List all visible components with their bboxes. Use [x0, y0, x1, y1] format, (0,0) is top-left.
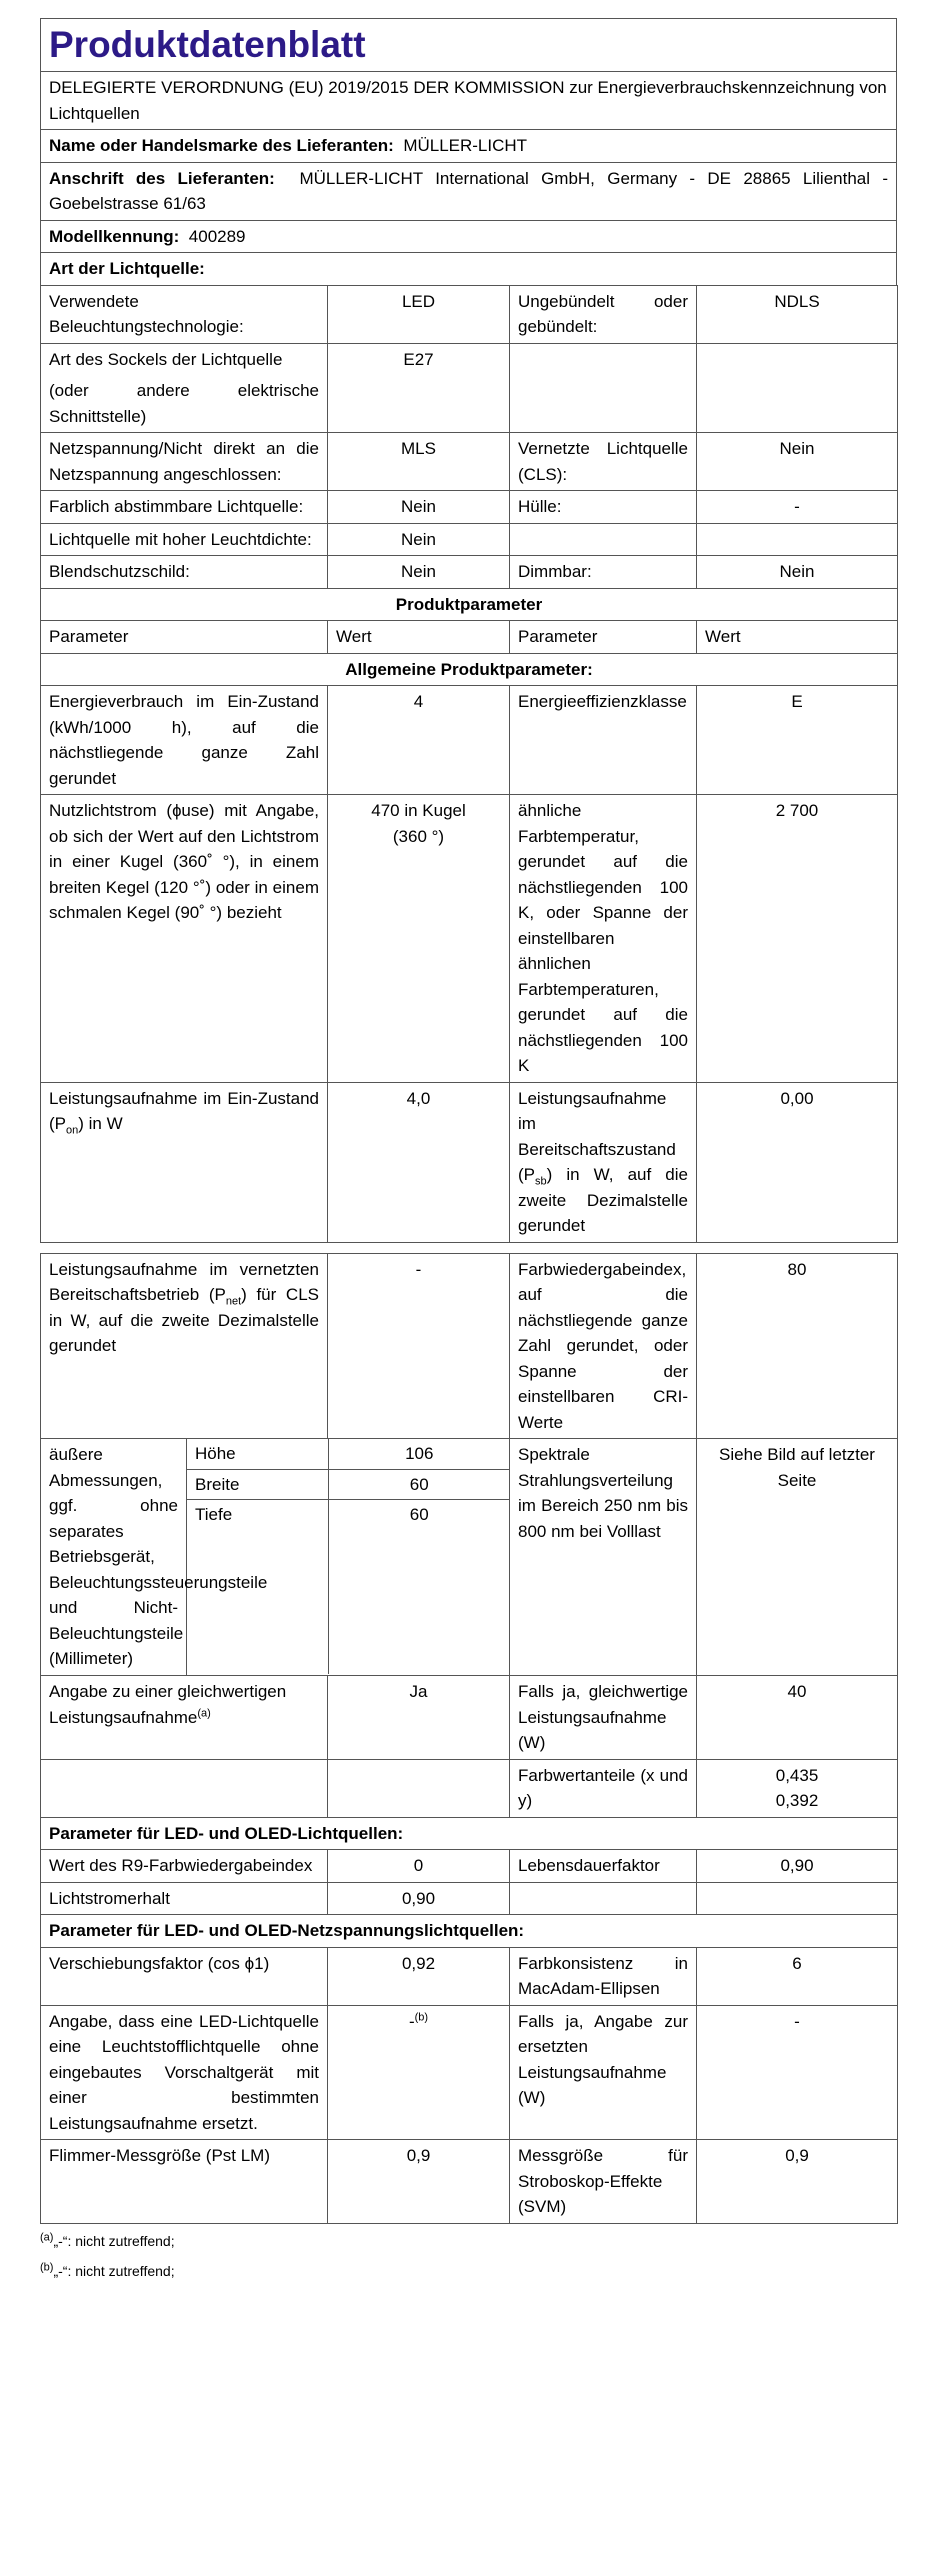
- table-row: [41, 523, 898, 556]
- height-value: 106: [328, 1439, 510, 1469]
- supplier-row: [41, 130, 897, 163]
- col-param-1: Parameter: [41, 621, 328, 654]
- color-tunable-label: Farblich abstimmbare Lichtquelle:: [41, 491, 328, 524]
- cct-value: 2 700: [697, 795, 898, 1083]
- equiv-label-text: Angabe zu einer gleichwertigen Leistungsaufnahme: [49, 1682, 287, 1727]
- socket-label-line2: (oder andere elektrische Schnittstelle): [49, 381, 319, 426]
- equiv-footnote-mark: (a): [197, 1706, 211, 1719]
- survival-label: Lebensdauerfaktor: [510, 1850, 697, 1883]
- replace-power-label: Falls ja, Angabe zur ersetzten Leistungsaufnahme (W): [510, 2005, 697, 2140]
- table-row: [41, 1882, 898, 1915]
- dims-values: [187, 1439, 510, 1676]
- table-row: [41, 343, 898, 433]
- svm-label: Messgröße für Stroboskop-Effekte (SVM): [510, 2140, 697, 2224]
- pnet-subscript: net: [225, 1295, 242, 1308]
- chroma-label: Farbwertanteile (x und y): [510, 1759, 697, 1817]
- pon-subscript: on: [66, 1124, 79, 1137]
- mains-value: MLS: [328, 433, 510, 491]
- table-row: [41, 686, 898, 795]
- psb-label-text: Leistungsaufnahme im Bereitschaftszustand (P: [518, 1088, 676, 1184]
- cri-value: 80: [697, 1253, 898, 1439]
- equiv-power-value: 40: [697, 1676, 898, 1760]
- footnote-a: [40, 2230, 897, 2252]
- table-row: [41, 1947, 898, 2005]
- survival-value: 0,90: [697, 1850, 898, 1883]
- mains-params-heading: Parameter für LED- und OLED-Netzspannungslichtquellen:: [41, 1915, 898, 1948]
- psb-label-unit: ) in W, auf die zweite Dezimalstelle gerundet: [518, 1165, 688, 1235]
- col-value-1: Wert: [328, 621, 510, 654]
- psb-label: [510, 1082, 697, 1242]
- empty-cell: [697, 523, 898, 556]
- cct-label: ähnliche Farbtemperatur, gerundet auf die nächstliegenden 100 K, oder Spanne der einstellbaren ähnlichen Farbtemperaturen, gerundet auf die nächstliegenden 100 K: [510, 795, 697, 1083]
- lumen-maint-value: 0,90: [328, 1882, 510, 1915]
- footnote-b: [40, 2260, 897, 2282]
- address-value: MÜLLER-LICHT International GmbH, Germany - DE 28865 Lilienthal - Goebelstrasse 61/63: [49, 168, 888, 213]
- replace-power-value: -: [697, 2005, 898, 2140]
- cls-value: Nein: [697, 433, 898, 491]
- r9-value: 0: [328, 1850, 510, 1883]
- energy-value: 4: [328, 686, 510, 795]
- equiv-label: [41, 1676, 328, 1760]
- svm-value: 0,9: [697, 2140, 898, 2224]
- footnote-a-text: „-“: nicht zutreffend;: [53, 2232, 175, 2249]
- bundled-value: NDLS: [697, 285, 898, 343]
- chroma-y: 0,392: [775, 1791, 819, 1810]
- chroma-value: [697, 1759, 898, 1817]
- table-row: [41, 556, 898, 589]
- socket-label-line1: Art des Sockels der Lichtquelle: [49, 349, 283, 369]
- pnet-label-text: Leistungsaufnahme im vernetzten Bereitschaftsbetrieb (P: [49, 1259, 320, 1304]
- depth-value: 60: [409, 1505, 429, 1524]
- consistency-value: 6: [697, 1947, 898, 2005]
- table-row: [41, 285, 898, 343]
- table-row: [41, 1082, 898, 1242]
- psb-subscript: sb: [535, 1175, 547, 1188]
- flux-value-line2: (360 °): [392, 826, 445, 846]
- regulation-text: DELEGIERTE VERORDNUNG (EU) 2019/2015 DER KOMMISSION zur Energieverbrauchskennzeichnung von Lichtquellen: [41, 72, 897, 130]
- table-row: [41, 1850, 898, 1883]
- dimmable-label: Dimmbar:: [510, 556, 697, 589]
- footnote-b-text: „-“: nicht zutreffend;: [53, 2262, 175, 2279]
- col-value-2: Wert: [697, 621, 898, 654]
- energy-label: Energieverbrauch im Ein-Zustand (kWh/1000 h), auf die nächstliegende ganze Zahl gerundet: [41, 686, 328, 795]
- params-table-2: [40, 1253, 898, 2224]
- empty-cell: [697, 343, 898, 433]
- mains-label: Netzspannung/Nicht direkt an die Netzspannung angeschlossen:: [41, 433, 328, 491]
- datasheet: [40, 18, 897, 2282]
- envelope-label: Hülle:: [510, 491, 697, 524]
- replace-label: Angabe, dass eine LED-Lichtquelle eine Leuchtstofflichtquelle ohne eingebautes Vorschaltgerät mit einer bestimmten Leistungsaufnahme ersetzt.: [41, 2005, 328, 2140]
- replace-value-text: -: [408, 2011, 415, 2031]
- supplier-value: MÜLLER-LICHT: [403, 136, 528, 155]
- params-table-1: [40, 285, 898, 1243]
- table-row: [41, 2005, 898, 2140]
- empty-cell: [510, 1882, 697, 1915]
- table-row: [41, 1676, 898, 1760]
- table-row: [41, 1253, 898, 1439]
- equiv-value: Ja: [328, 1676, 510, 1760]
- high-luminance-label: Lichtquelle mit hoher Leuchtdichte:: [41, 523, 328, 556]
- flux-value-line1: 470 in Kugel: [371, 801, 466, 820]
- model-row: [41, 220, 897, 253]
- pnet-label-unit: ) für CLS in W, auf die zweite Dezimalstelle gerundet: [49, 1285, 320, 1355]
- socket-label: [41, 343, 328, 433]
- header-table: [40, 18, 897, 286]
- pon-label: [41, 1082, 328, 1242]
- table-row: [41, 2140, 898, 2224]
- lumen-maint-label: Lichtstromerhalt: [41, 1882, 328, 1915]
- class-value: E: [697, 686, 898, 795]
- table-row: [41, 795, 898, 1083]
- empty-cell: [41, 1759, 328, 1817]
- glare-value: Nein: [328, 556, 510, 589]
- product-params-heading: Produktparameter: [41, 588, 898, 621]
- technology-value: LED: [328, 285, 510, 343]
- flicker-value: 0,9: [328, 2140, 510, 2224]
- light-source-type-heading: Art der Lichtquelle:: [41, 253, 897, 286]
- height-label: Höhe: [187, 1439, 328, 1469]
- spd-value: Siehe Bild auf letzter Seite: [697, 1439, 898, 1676]
- empty-cell: [328, 1759, 510, 1817]
- dims-row-width: [187, 1469, 510, 1500]
- flicker-label: Flimmer-Messgröße (Pst LM): [41, 2140, 328, 2224]
- socket-value: E27: [328, 343, 510, 433]
- model-label: Modellkennung:: [49, 226, 180, 246]
- page-title: Produktdatenblatt: [41, 19, 897, 72]
- replace-footnote-mark: (b): [414, 2010, 429, 2023]
- address-label: Anschrift des Lieferanten:: [49, 168, 275, 188]
- pnet-value: -: [328, 1253, 510, 1439]
- general-params-heading: Allgemeine Produktparameter:: [41, 653, 898, 686]
- pon-label-unit: ) in W: [78, 1114, 123, 1133]
- glare-label: Blendschutzschild:: [41, 556, 328, 589]
- technology-label: Verwendete Beleuchtungstechnologie:: [41, 285, 328, 343]
- flux-label: Nutzlichtstrom (ɸuse) mit Angabe, ob sich der Wert auf den Lichtstrom in einer Kugel (360˚ °), in einem breiten Kegel (120 °˚) oder in einem schmalen Kegel (90˚ °) bezieht: [41, 795, 328, 1083]
- depth-label: Tiefe: [187, 1500, 328, 1675]
- color-tunable-value: Nein: [328, 491, 510, 524]
- address-row: [41, 162, 897, 220]
- column-header-row: [41, 621, 898, 654]
- high-luminance-value: Nein: [328, 523, 510, 556]
- envelope-value: -: [697, 491, 898, 524]
- psb-value: 0,00: [697, 1082, 898, 1242]
- supplier-label: Name oder Handelsmarke des Lieferanten:: [49, 136, 394, 155]
- dims-label: äußere Abmessungen, ggf. ohne separates Betriebsgerät, Beleuchtungssteuerungsteile und Nicht-Beleuchtungsteile (Millimeter): [41, 1439, 187, 1676]
- empty-cell: [697, 1882, 898, 1915]
- class-label: Energieeffizienzklasse: [510, 686, 697, 795]
- table-row: [41, 491, 898, 524]
- replace-value: [328, 2005, 510, 2140]
- consistency-label: Farbkonsistenz in MacAdam-Ellipsen: [510, 1947, 697, 2005]
- cri-label: Farbwiedergabeindex, auf die nächstliegende ganze Zahl gerundet, oder Spanne der einstellbaren CRI-Werte: [510, 1253, 697, 1439]
- equiv-power-label: Falls ja, gleichwertige Leistungsaufnahme (W): [510, 1676, 697, 1760]
- displacement-label: Verschiebungsfaktor (cos ϕ1): [41, 1947, 328, 2005]
- table-row: [41, 1759, 898, 1817]
- col-param-2: Parameter: [510, 621, 697, 654]
- led-params-heading: Parameter für LED- und OLED-Lichtquellen:: [41, 1817, 898, 1850]
- dims-subtable: [187, 1439, 510, 1674]
- spd-label: Spektrale Strahlungsverteilung im Bereich 250 nm bis 800 nm bei Volllast: [510, 1439, 697, 1676]
- flux-value: [328, 795, 510, 1083]
- pon-value: 4,0: [328, 1082, 510, 1242]
- bundled-label: Ungebündelt oder gebündelt:: [510, 285, 697, 343]
- pon-label-text: Leistungsaufnahme im Ein-Zustand (P: [49, 1088, 319, 1133]
- dims-row-height: [187, 1439, 510, 1469]
- footnote-a-mark: (a): [40, 2230, 54, 2243]
- table-row: [41, 1439, 898, 1676]
- chroma-x: 0,435: [775, 1765, 819, 1785]
- displacement-value: 0,92: [328, 1947, 510, 2005]
- width-label: Breite: [187, 1469, 328, 1500]
- dimmable-value: Nein: [697, 556, 898, 589]
- pnet-label: [41, 1253, 328, 1439]
- r9-label: Wert des R9-Farbwiedergabeindex: [41, 1850, 328, 1883]
- cls-label: Vernetzte Lichtquelle (CLS):: [510, 433, 697, 491]
- footnote-b-mark: (b): [40, 2260, 54, 2273]
- model-value: 400289: [188, 226, 246, 246]
- empty-cell: [510, 523, 697, 556]
- empty-cell: [510, 343, 697, 433]
- table-row: [41, 433, 898, 491]
- width-value: 60: [328, 1469, 510, 1500]
